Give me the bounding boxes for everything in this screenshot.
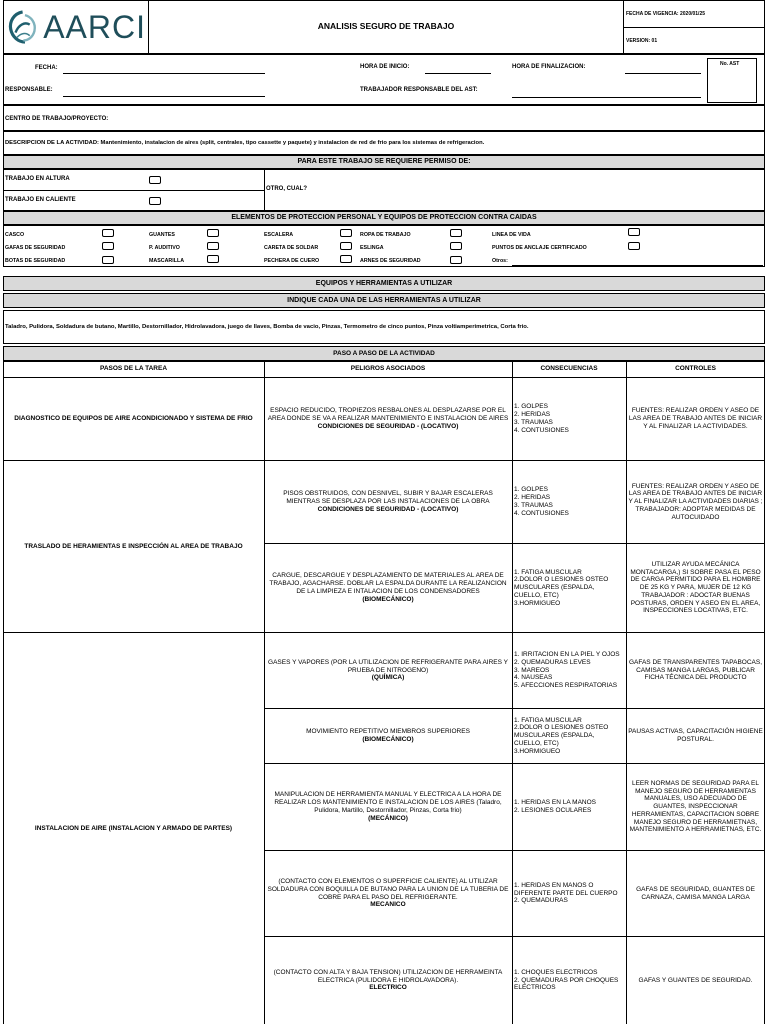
consecuencias-cell: 1. GOLPES 2. HERIDAS 3. TRAUMAS 4. CONTUSIONES [514, 486, 569, 517]
table-row [264, 461, 512, 543]
trabajador-label: TRABAJADOR RESPONSABLE DEL AST: [360, 87, 478, 93]
casco-checkbox[interactable] [102, 229, 114, 237]
linea-checkbox[interactable] [628, 228, 640, 236]
peligro-text: PISOS OBSTRUIDOS, CON DESNIVEL, SUBIR Y BAJAR ESCALERAS MIENTRAS SE DESPLAZA POR LAS INSTALACIONES DE LA OBRA [283, 490, 493, 506]
epp-escalera: ESCALERA [264, 232, 294, 238]
controles-cell: LEER NORMAS DE SEGURIDAD PARA EL MANEJO SEGURO DE HERRAMIENTAS MANUALES, USO ADECUADO DE GUANTES, INSPECCIONAR HERRAMIENTAS, CAPACITACION SOBRE MANEJO SEGURO DE HERRAMIETNAS, MANTENIMIENTO A HERRAMIETNAS, ETC. [629, 779, 762, 834]
peligro-type: (BIOMECÁNICO) [362, 736, 414, 743]
trabajador-field[interactable] [512, 97, 701, 98]
vigencia-date: FECHA DE VIGENCIA: 2020/01/25 [626, 11, 706, 17]
epp-anclaje: PUNTOS DE ANCLAJE CERTIFICADO [492, 245, 587, 251]
consecuencias-cell: 1. CHOQUES ELECTRICOS 2. QUEMADURAS POR CHOQUES ELECTRICOS [514, 968, 619, 992]
table-row [264, 764, 512, 850]
col-pasos-header: PASOS DE LA TAREA [99, 365, 168, 373]
peligro-text: GASES Y VAPORES (POR LA UTILIZACION DE REFRIGERANTE PARA AIRES Y PRUEBA DE NITROGENO) [268, 658, 508, 674]
peligro-text: MOVIMIENTO REPETITIVO MIEMBROS SUPERIORES [306, 728, 470, 736]
altura-checkbox[interactable] [149, 176, 161, 184]
epp-linea: LINEA DE VIDA [492, 232, 531, 238]
table-row [264, 378, 512, 460]
no-ast-label: No. AST [720, 61, 740, 67]
descripcion-text: DESCRIPCION DE LA ACTIVIDAD: Mantenimiento, instalacion de aires (split, centrales, tipo cassette y paquete) y instalacion de red de frio para los sistemas de refrigeracion. [5, 140, 485, 146]
eslinga-checkbox[interactable] [450, 242, 462, 250]
epp-casco: CASCO [5, 232, 25, 238]
logo-text: AARCI [43, 8, 146, 45]
controles-cell: FUENTES: REALIZAR ORDEN Y ASEO DE LAS AREA DE TRABAJO ANTES DE INICIAR Y AL FINALIZAR LA ACTIVIDADES. [628, 407, 763, 430]
table-row [264, 851, 512, 936]
epp-pechera: PECHERA DE CUERO [264, 258, 320, 264]
equipos-title: EQUIPOS Y HERRAMIENTAS A UTILIZAR [3, 276, 765, 291]
controles-cell: GAFAS DE SEGURIDAD, GUANTES DE CARNAZA, CAMISA MANGA LARGA [636, 885, 755, 901]
peligro-text: MANIPULACION DE HERRAMIENTA MANUAL Y ELECTRICA A LA HORA DE REALIZAR LOS MANTENIMIENTO E INSTALACION DE LOS AIRES (Taladro, Pulidora, Martillo, Destornillador, Pinzas, Corta frio) [274, 791, 502, 814]
peligro-text: (CONTACTO CON ALTA Y BAJA TENSION) UTILIZACION DE HERRAMEINTA ELECTRICA (PULIDORA E HIDROLAVADORA). [273, 968, 503, 984]
epp-guantes: GUANTES [149, 232, 175, 238]
table-row [264, 709, 512, 763]
table-row [264, 937, 512, 1024]
pasos-title: PASO A PASO DE LA ACTIVIDAD [3, 346, 765, 361]
hora-inicio-field[interactable] [425, 73, 491, 74]
epp-mascarilla: MASCARILLA [149, 258, 185, 264]
peligro-type: (MECÁNICO) [368, 814, 408, 822]
equipos-list: Taladro, Pulidora, Soldadura de butano, Martillo, Destornillador, Hidrolavadora, juego de llaves, Bomba de vacio, Pinzas, Termometro de cinco puntos, Pinza voltiamperimetrica, Corta frio. [5, 324, 529, 330]
consecuencias-cell: 1. IRRITACION EN LA PIEL Y OJOS 2. QUEMADURAS LEVES 3. MAREOS 4. NAUSEAS 5. AFECCIONES RESPIRATORIAS [514, 651, 620, 690]
controles-cell: GAFAS DE TRANSPARENTES TAPABOCAS, CAMISAS MANGA LARGAS, PUBLICAR FICHA TÉCNICA DEL PRODUCTO [628, 658, 763, 682]
epp-gafas: GAFAS DE SEGURIDAD [5, 245, 66, 251]
responsable-field[interactable] [63, 96, 265, 97]
epp-otros: Otros: [492, 258, 508, 264]
responsable-label: RESPONSABLE: [5, 87, 53, 93]
centro-label: CENTRO DE TRABAJO/PROYECTO: [5, 116, 109, 122]
arnes-checkbox[interactable] [450, 256, 462, 264]
epp-ropa: ROPA DE TRABAJO [360, 232, 411, 238]
peligro-text: ESPACIO REDUCIDO, TROPIEZOS RESBALONES AL DESPLAZARSE POR EL AREA DONDE SE VA A REALIZAR MANTENIMIENTO E INSTALACION DE AIRES [267, 407, 509, 423]
escalera-checkbox[interactable] [340, 229, 352, 237]
epp-careta: CARETA DE SOLDAR [264, 245, 319, 251]
peligro-type: (BIOMECÁNICO) [362, 595, 414, 603]
task-traslado: TRASLADO DE HERAMIENTAS E INSPECCIÓN AL AREA DE TRABAJO [24, 542, 243, 550]
col-peligros-header: PELIGROS ASOCIADOS [350, 365, 426, 373]
equipos-subtitle: INDIQUE CADA UNA DE LAS HERRAMIENTAS A UTILIZAR [3, 293, 765, 308]
peligro-type: CONDICIONES DE SEGURIDAD - (LOCATIVO) [317, 422, 459, 430]
auditivo-checkbox[interactable] [207, 242, 219, 250]
fecha-label: FECHA: [35, 65, 58, 71]
epp-arnes: ARNES DE SEGURIDAD [360, 258, 421, 264]
task-instalacion: INSTALACION DE AIRE (INSTALACION Y ARMADO DE PARTES) [34, 824, 233, 832]
consecuencias-cell: 1. GOLPES 2. HERIDAS 3. TRAUMAS 4. CONTUSIONES [514, 403, 569, 434]
epp-auditivo: P. AUDITIVO [149, 245, 180, 251]
epp-eslinga: ESLINGA [360, 245, 384, 251]
epp-title: ELEMENTOS DE PROTECCION PERSONAL Y EQUIPOS DE PROTECCION CONTRA CAIDAS [3, 211, 765, 225]
mascarilla-checkbox[interactable] [207, 255, 219, 263]
caliente-checkbox[interactable] [149, 197, 161, 205]
consecuencias-cell: 1. HERIDAS EN MANOS O DIFERENTE PARTE DEL CUERPO 2. QUEMADURAS [514, 881, 618, 905]
controles-cell: FUENTES: REALIZAR ORDEN Y ASEO DE LAS AREA DE TRABAJO ANTES DE INICIAR Y AL FINALIZAR LA ACTIVIDADES DIARIAS ; TRABAJADOR: ADOPTAR MEDIDAS DE AUTOCUIDADO [628, 482, 763, 521]
controles-cell: UTILIZAR AYUDA MECÁNICA MONTACARGA,) SI SOBRE PASA EL PESO DE CARGA PERMITIDO PARA EL HOMBRE DE 25 KG Y PARA, MUJER DE 12 KG TRABAJADOR : ADOCTAR BUENAS POSTURAS, ORDEN Y ASEO EN EL AREA, INSPECCIONES LOCATIVAS, ETC. [630, 560, 761, 615]
altura-label: TRABAJO EN ALTURA [5, 176, 70, 182]
consecuencias-cell: 1. FATIGA MUSCULAR 2.DOLOR O LESIONES OSTEO MUSCULARES (ESPALDA, CUELLO, ETC) 3.HORMIGUEO [514, 716, 609, 755]
task-diagnostico: DIAGNOSTICO DE EQUIPOS DE AIRE ACONDICIONADO Y SISTEMA DE FRIO [14, 415, 253, 423]
peligro-text: CARGUE, DESCARGUE Y DESPLAZAMIENTO DE MATERIALES AL AREA DE TRABAJO, AGACHARSE. DOBLAR LA ESPALDA DURANTE LA REALIZANCION DE LA LIMPIEZA E INTALACION DE LOS CONDENSADORES [269, 572, 507, 595]
peligro-text: (CONTACTO CON ELEMENTOS O SUPERFICIE CALIENTE) AL UTILIZAR SOLDADURA CON BOQUILLA DE BUTANO PARA LA UNION DE LA TUBERIA DE COBRE PARA EL PASO DEL REFRIGERANTE. [267, 877, 509, 901]
epp-botas: BOTAS DE SEGURIDAD [5, 258, 66, 264]
gafas-checkbox[interactable] [102, 242, 114, 250]
table-row [264, 544, 512, 632]
otro-label: OTRO, CUAL? [266, 186, 307, 192]
col-consecuencias-header: CONSECUENCIAS [540, 365, 598, 373]
controles-cell: PAUSAS ACTIVAS, CAPACITACIÓN HIGIENE POSTURAL. [628, 728, 763, 743]
guantes-checkbox[interactable] [207, 229, 219, 237]
aarci-logo-icon [6, 4, 39, 50]
pechera-checkbox[interactable] [340, 255, 352, 263]
doc-title: ANALISIS SEGURO DE TRABAJO [317, 21, 455, 31]
hora-inicio-label: HORA DE INICIO: [360, 64, 410, 70]
consecuencias-cell: 1. HERIDAS EN LA MANOS 2. LESIONES OCULARES [514, 799, 596, 814]
peligro-type: (QUÍMICA) [371, 674, 405, 682]
otros-field[interactable] [512, 265, 763, 266]
controles-cell: GAFAS Y GUANTES DE SEGURIDAD. [638, 976, 753, 984]
peligro-type: CONDICIONES DE SEGURIDAD - (LOCATIVO) [317, 505, 459, 513]
careta-checkbox[interactable] [340, 242, 352, 250]
hora-fin-field[interactable] [625, 73, 701, 74]
peligro-type: ELECTRICO [369, 984, 407, 992]
col-controles-header: CONTROLES [675, 365, 716, 373]
ropa-checkbox[interactable] [450, 229, 462, 237]
hora-fin-label: HORA DE FINALIZACION: [512, 64, 586, 70]
anclaje-checkbox[interactable] [628, 242, 640, 250]
peligro-type: MECANICO [370, 901, 406, 909]
botas-checkbox[interactable] [102, 256, 114, 264]
fecha-field[interactable] [63, 73, 265, 74]
centro-row [3, 105, 765, 131]
consecuencias-cell: 1. FATIGA MUSCULAR 2.DOLOR O LESIONES OSTEO MUSCULARES (ESPALDA, CUELLO, ETC) 3.HORMIGUEO [514, 568, 609, 607]
version-label: VERSION: 01 [626, 38, 658, 44]
table-row [264, 633, 512, 708]
permisos-title: PARA ESTE TRABAJO SE REQUIERE PERMISO DE: [3, 155, 765, 169]
logo [6, 4, 146, 50]
caliente-label: TRABAJO EN CALIENTE [5, 197, 76, 203]
